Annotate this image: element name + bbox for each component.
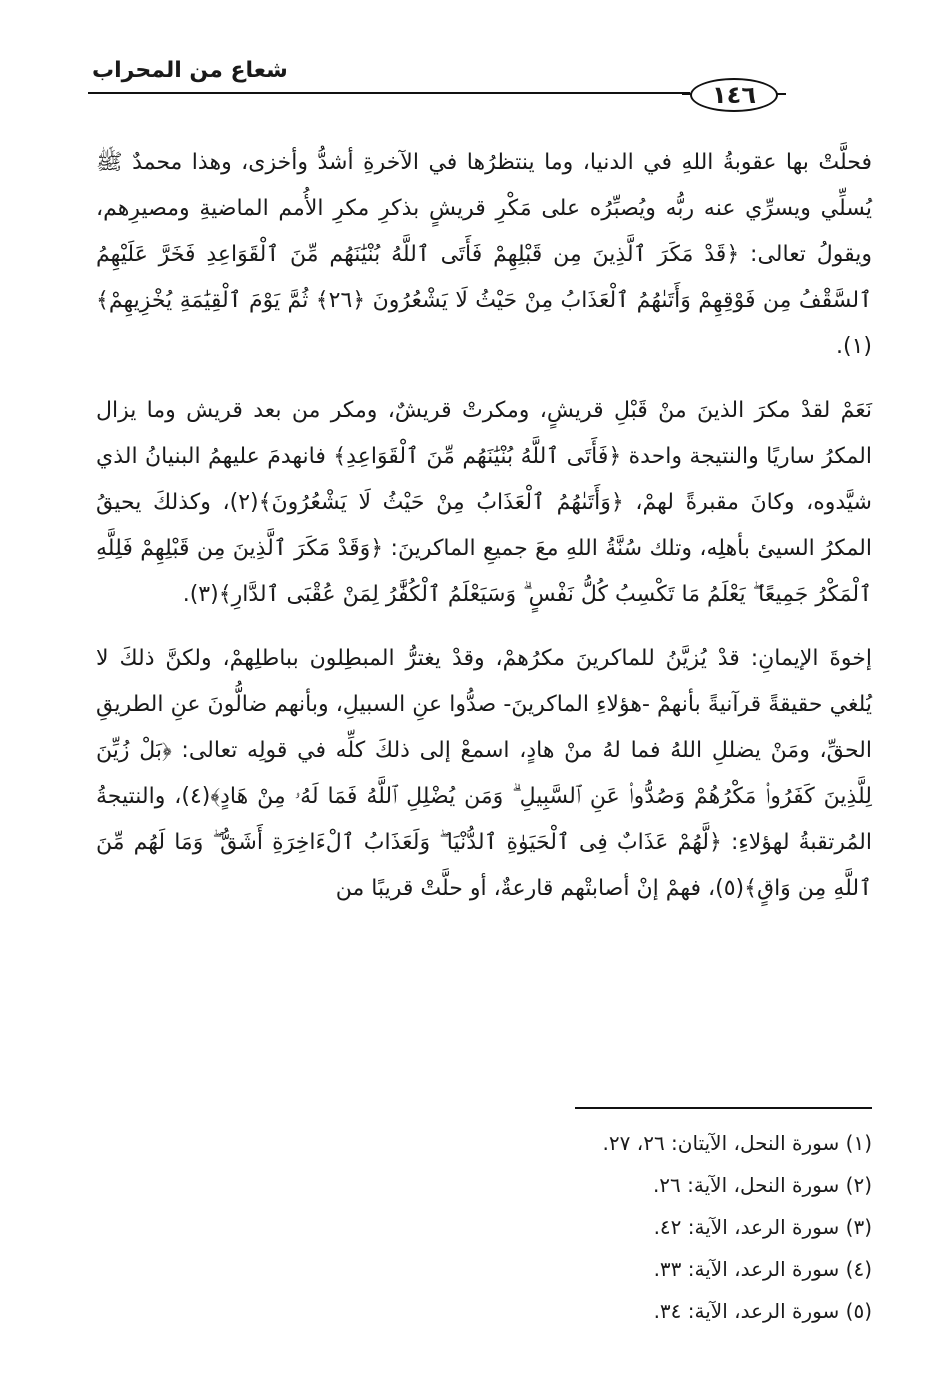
- footnote-4: (٤) سورة الرعد، الآية: ٣٣.: [653, 1257, 872, 1281]
- footnote-5: (٥) سورة الرعد، الآية: ٣٤.: [653, 1299, 872, 1323]
- paragraph-3: إخوةَ الإيمانِ: قدْ يُزيَّنُ للماكرينَ مكرُهمْ، وقدْ يغترُّ المبطِلون بباطلِهمْ، ولكنَّ ذلكَ لا يُلغي حقيقةً قرآنيةً بأنهمْ -هؤلاءِ الماكرينَ- صدُّوا عنِ السبيلِ، وبأنهم ضالُّونَ عنِ الطريقِ الحقِّ، ومَنْ يضللِ اللهُ فما لهُ منْ هادٍ، اسمعْ إلى ذلكَ كلِّه في قولِه تعالى: ﴿بَلْ زُيِّنَ لِلَّذِينَ كَفَرُوا۟ مَكْرُهُمْ وَصُدُّوا۟ عَنِ ٱلسَّبِيلِ ۗ وَمَن يُضْلِلِ ٱللَّهُ فَمَا لَهُۥ مِنْ هَادٍ﴾(٤)، والنتيجةُ المُرتقبةُ لهؤلاءِ: ﴿لَّهُمْ عَذَابٌ فِى ٱلْحَيَوٰةِ ٱلدُّنْيَا ۖ وَلَعَذَابُ ٱلْءَاخِرَةِ أَشَقُّ ۖ وَمَا لَهُم مِّنَ ٱللَّهِ مِن وَاقٍ﴾(٥)، فهمْ إنْ أصابتْهم قارعةٌ، أو حلَّتْ قريبًا من: [96, 646, 872, 901]
- main-text: [96, 140, 872, 930]
- footnote-2: (٢) سورة النحل، الآية: ٢٦.: [652, 1173, 872, 1197]
- footnote-rule: [575, 1107, 872, 1109]
- header-rule: [88, 92, 690, 94]
- page-number: ١٤٦: [690, 78, 778, 112]
- footnote-1: (١) سورة النحل، الآيتان: ٢٦، ٢٧.: [602, 1131, 872, 1155]
- paragraph-2: نَعَمْ لقدْ مكرَ الذينَ منْ قَبْلِ قريشٍ، ومكرتْ قريشٌ، ومكر من بعد قريش وما يزال المكرُ ساريًا والنتيجة واحدة ﴿فَأَتَى ٱللَّهُ بُنْيَٰنَهُم مِّنَ ٱلْقَوَاعِدِ﴾ فانهدمَ عليهمُ البنيانُ الذي شيَّدوه، وكانَ مقبرةً لهمْ، ﴿وَأَتَىٰهُمُ ٱلْعَذَابُ مِنْ حَيْثُ لَا يَشْعُرُونَ﴾(٢)، وكذلكَ يحيقُ المكرُ السيئ بأهلِه، وتلك سُنَّةُ اللهِ معَ جميعِ الماكرينَ: ﴿وَقَدْ مَكَرَ ٱلَّذِينَ مِن قَبْلِهِمْ فَلِلَّهِ ٱلْمَكْرُ جَمِيعًا ۖ يَعْلَمُ مَا تَكْسِبُ كُلُّ نَفْسٍ ۗ وَسَيَعْلَمُ ٱلْكُفَّٰرُ لِمَنْ عُقْبَى ٱلدَّارِ﴾(٣).: [96, 398, 872, 607]
- footnote-3: (٣) سورة الرعد، الآية: ٤٢.: [653, 1215, 872, 1239]
- paragraph-1: فحلَّتْ بها عقوبةُ اللهِ في الدنيا، وما ينتظرُها في الآخرةِ أشدُّ وأخزى، وهذا محمدٌ ﷺ يُسلِّي ويسرِّي عنه ربُّه ويُصبِّرُه على مَكْرِ قريشٍ بذكرِ مكرِ الأُمم الماضيةِ ومصيرِهم، ويقولُ تعالى: ﴿قَدْ مَكَرَ ٱلَّذِينَ مِن قَبْلِهِمْ فَأَتَى ٱللَّهُ بُنْيَٰنَهُم مِّنَ ٱلْقَوَاعِدِ فَخَرَّ عَلَيْهِمُ ٱلسَّقْفُ مِن فَوْقِهِمْ وَأَتَىٰهُمُ ٱلْعَذَابُ مِنْ حَيْثُ لَا يَشْعُرُونَ ﴿٢٦﴾ ثُمَّ يَوْمَ ٱلْقِيَٰمَةِ يُخْزِيهِمْ﴾(١).: [96, 150, 872, 359]
- running-title: شعاع من المحراب: [92, 58, 288, 83]
- footnotes: [440, 1122, 872, 1332]
